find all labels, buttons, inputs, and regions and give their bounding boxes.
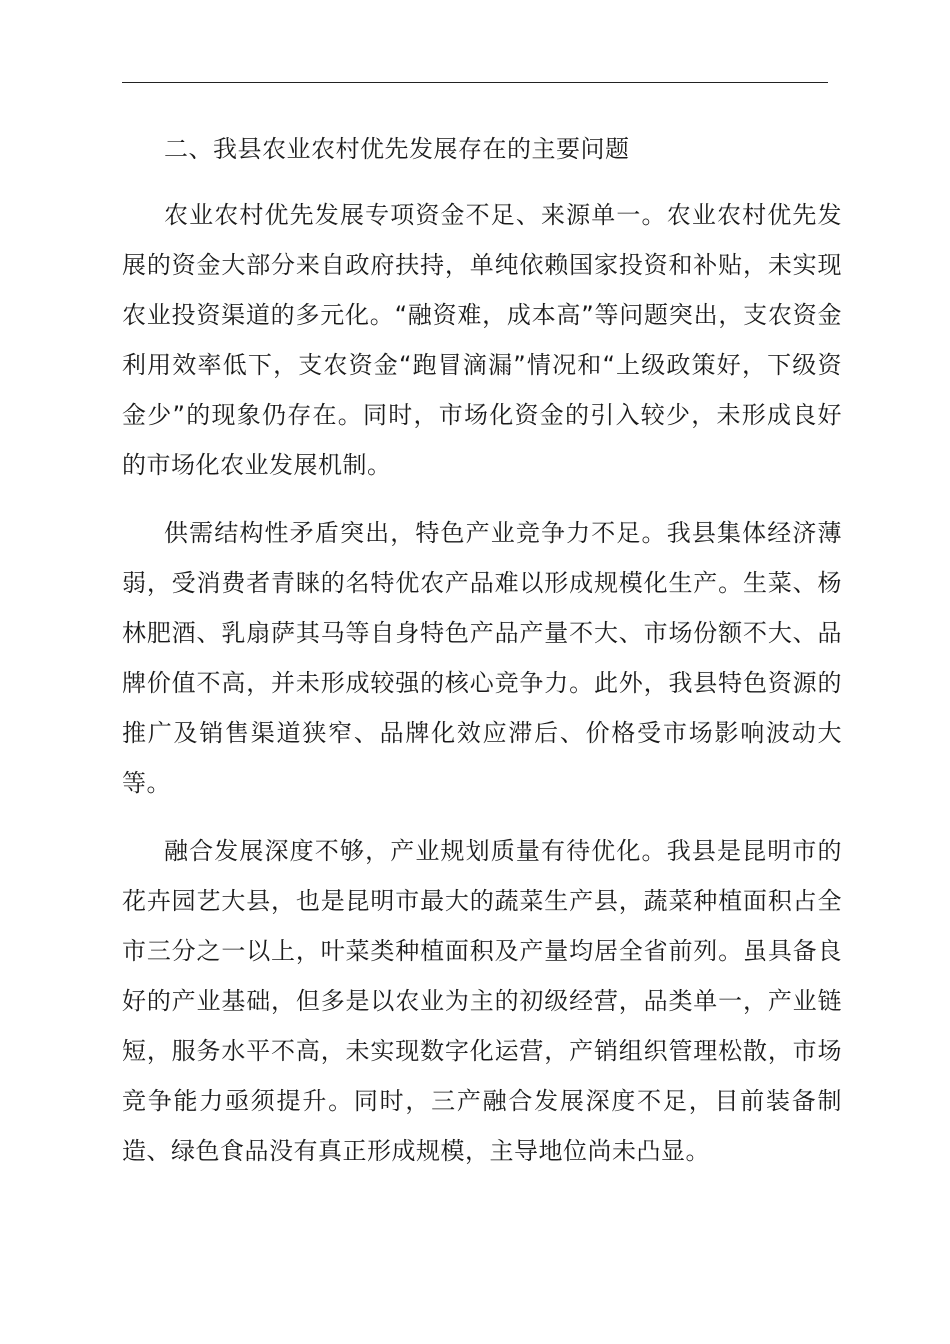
section-heading: 二、我县农业农村优先发展存在的主要问题 — [164, 135, 630, 163]
paragraph-funding: 农业农村优先发展专项资金不足、来源单一。农业农村优先发展的资金大部分来自政府扶持，单纯依赖国家投资和补贴，未实现农业投资渠道的多元化。“融资难，成本高”等问题突出，支农资金利用效率低下，支农资金“跑冒滴漏”情况和“上级政策好，下级资金少”的现象仍存在。同时，市场化资金的引入较少，未形成良好的市场化农业发展机制。 — [122, 201, 842, 479]
paragraph-supply-demand: 供需结构性矛盾突出，特色产业竞争力不足。我县集体经济薄弱，受消费者青睐的名特优农产品难以形成规模化生产。生菜、杨林肥酒、乳扇萨其马等自身特色产品产量不大、市场份额不大、品牌价值不高，并未形成较强的核心竞争力。此外，我县特色资源的推广及销售渠道狭窄、品牌化效应滞后、价格受市场影响波动大等。 — [122, 519, 842, 797]
paragraph-integration: 融合发展深度不够，产业规划质量有待优化。我县是昆明市的花卉园艺大县，也是昆明市最大的蔬菜生产县，蔬菜种植面积占全市三分之一以上，叶菜类种植面积及产量均居全省前列。虽具备良好的产业基础，但多是以农业为主的初级经营，品类单一，产业链短，服务水平不高，未实现数字化运营，产销组织管理松散，市场竞争能力亟须提升。同时，三产融合发展深度不足，目前装备制造、绿色食品没有真正形成规模，主导地位尚未凸显。 — [122, 837, 842, 1165]
header-rule — [122, 82, 828, 83]
document-body — [122, 124, 842, 1176]
